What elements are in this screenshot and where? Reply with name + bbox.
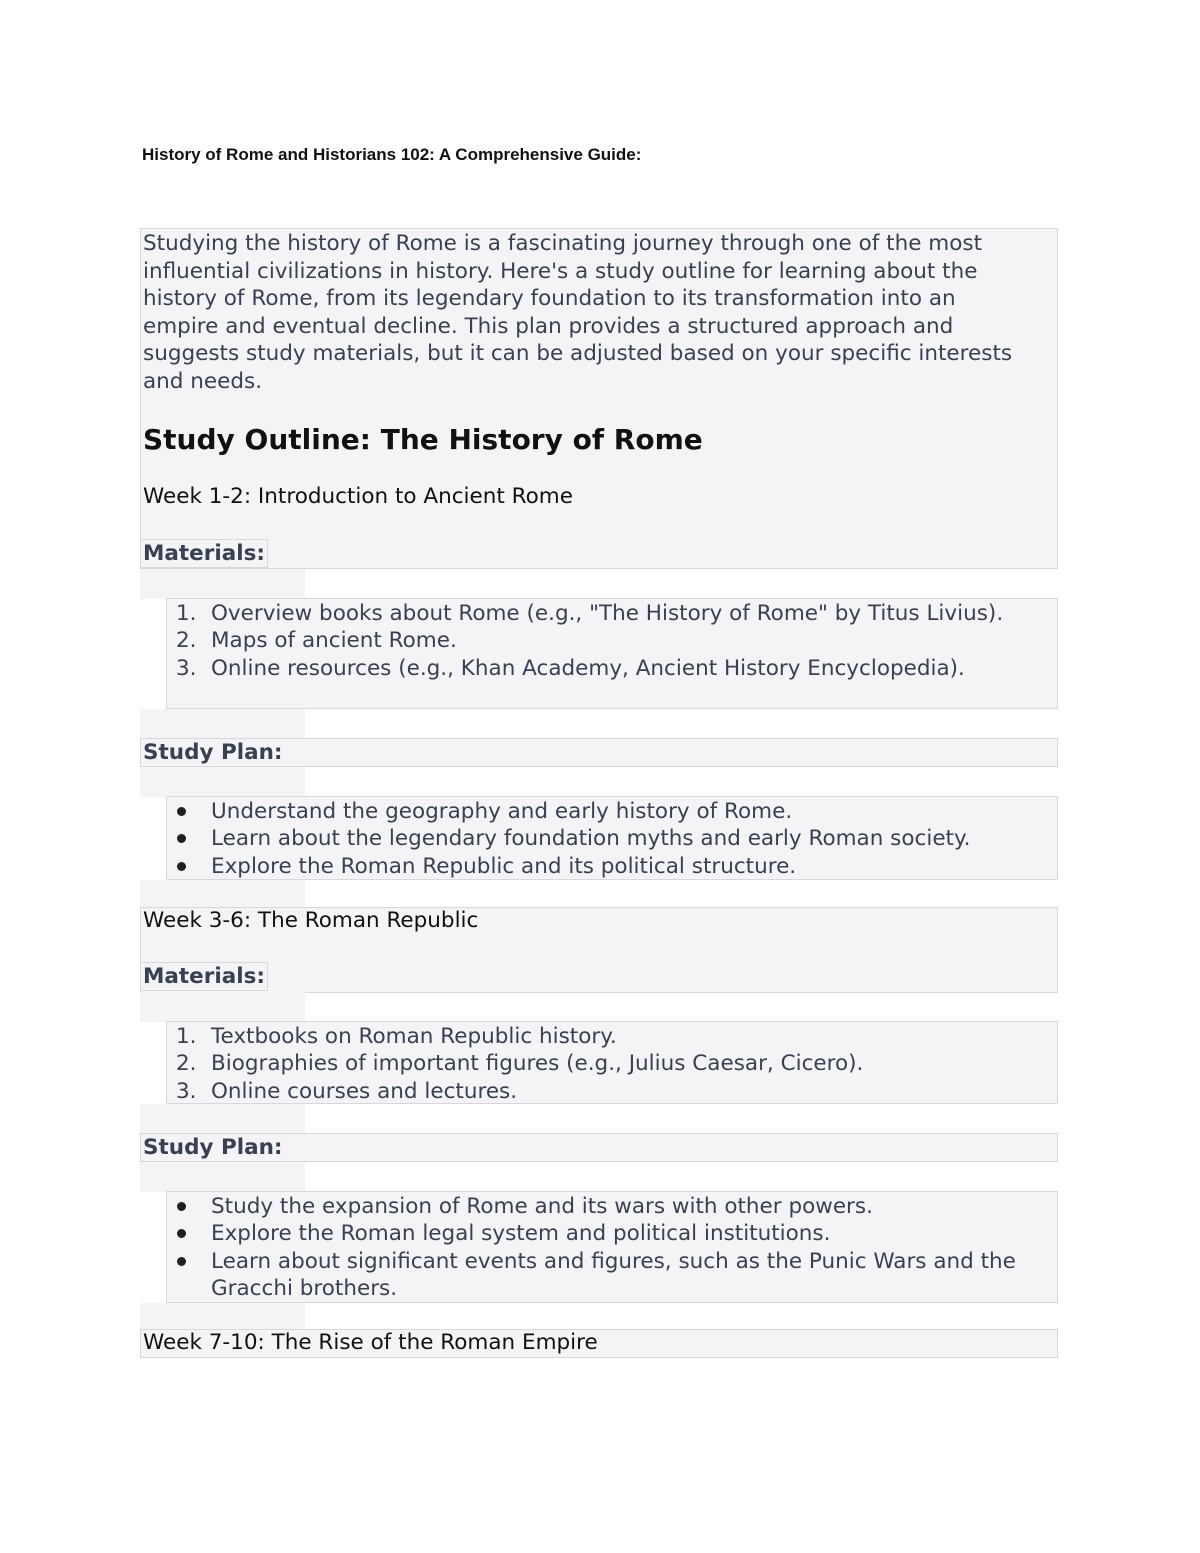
list-number: 2. [176, 628, 197, 654]
spacer [140, 709, 305, 738]
week1-materials-list [166, 598, 1058, 709]
spacer [140, 880, 305, 907]
list-item-text: Explore the Roman legal system and political institutions. [211, 1221, 831, 1247]
week2-materials-label: Materials: [140, 962, 268, 991]
bullet-icon [177, 1202, 186, 1211]
bullet-icon [177, 862, 186, 871]
bullet-icon [177, 834, 186, 843]
week-7-10-block [140, 1329, 1058, 1358]
list-item-text: Online resources (e.g., Khan Academy, Ancient History Encyclopedia). [211, 655, 965, 681]
intro-paragraph: Studying the history of Rome is a fascinating journey through one of the most influential civilizations in history. Here's a study outline for learning about the history of Rome, from its legendary foundation to its transformation into an empire and eventual decline. This plan provides a structured approach and suggests study materials, but it can be adjusted based on your specific interests and needs. [143, 231, 1013, 394]
list-item-text: Overview books about Rome (e.g., "The History of Rome" by Titus Livius). [211, 601, 1004, 626]
spacer [140, 1303, 305, 1329]
list-item [167, 1023, 1057, 1050]
bullet-icon [177, 1257, 186, 1266]
list-item-text: Understand the geography and early history of Rome. [211, 799, 793, 824]
list-item [167, 1220, 1057, 1247]
week-3-6-block [140, 907, 1058, 993]
list-item [167, 1193, 1057, 1220]
list-item [167, 1078, 1057, 1105]
week2-study-plan-label: Study Plan: [140, 1133, 1058, 1162]
list-item [167, 1050, 1057, 1077]
list-item-text: Biographies of important figures (e.g., Julius Caesar, Cicero). [211, 1051, 864, 1077]
document-title: History of Rome and Historians 102: A Comprehensive Guide: [142, 145, 642, 164]
list-number: 2. [176, 1051, 197, 1077]
list-number: 3. [176, 655, 197, 681]
list-number: 3. [176, 1078, 197, 1104]
spacer [140, 1104, 305, 1133]
list-item-text: Maps of ancient Rome. [211, 628, 457, 654]
list-item-text: Learn about significant events and figures, such as the Punic Wars and the Gracchi brothers. [211, 1248, 1016, 1301]
list-number: 1. [176, 601, 197, 626]
list-item [167, 825, 1057, 852]
bullet-icon [177, 807, 186, 816]
week1-study-plan-label: Study Plan: [140, 738, 1058, 767]
list-item-text: Explore the Roman Republic and its political structure. [211, 853, 797, 879]
list-item-text: Textbooks on Roman Republic history. [211, 1024, 617, 1049]
list-item-text: Online courses and lectures. [211, 1078, 518, 1104]
spacer [140, 1162, 305, 1192]
study-outline-heading: Study Outline: The History of Rome [143, 423, 703, 456]
week2-plan-list [166, 1191, 1058, 1303]
list-item [167, 853, 1057, 880]
week-1-2-heading: Week 1-2: Introduction to Ancient Rome [143, 484, 573, 509]
week-7-10-heading: Week 7-10: The Rise of the Roman Empire [143, 1330, 598, 1355]
list-item-text: Learn about the legendary foundation myths and early Roman society. [211, 826, 971, 852]
list-item [167, 655, 1057, 682]
list-item [167, 627, 1057, 654]
list-number: 1. [176, 1024, 197, 1049]
spacer [140, 569, 305, 599]
list-item [167, 798, 1057, 825]
week-3-6-heading: Week 3-6: The Roman Republic [143, 908, 479, 933]
bullet-icon [177, 1229, 186, 1238]
list-item-text: Study the expansion of Rome and its wars with other powers. [211, 1194, 873, 1219]
list-item [167, 1248, 1057, 1303]
week1-materials-label: Materials: [140, 539, 268, 568]
spacer [140, 767, 305, 797]
intro-block [140, 228, 1058, 569]
spacer [140, 992, 305, 1022]
week1-plan-list [166, 796, 1058, 880]
week2-materials-list [166, 1021, 1058, 1104]
list-item [167, 600, 1057, 627]
